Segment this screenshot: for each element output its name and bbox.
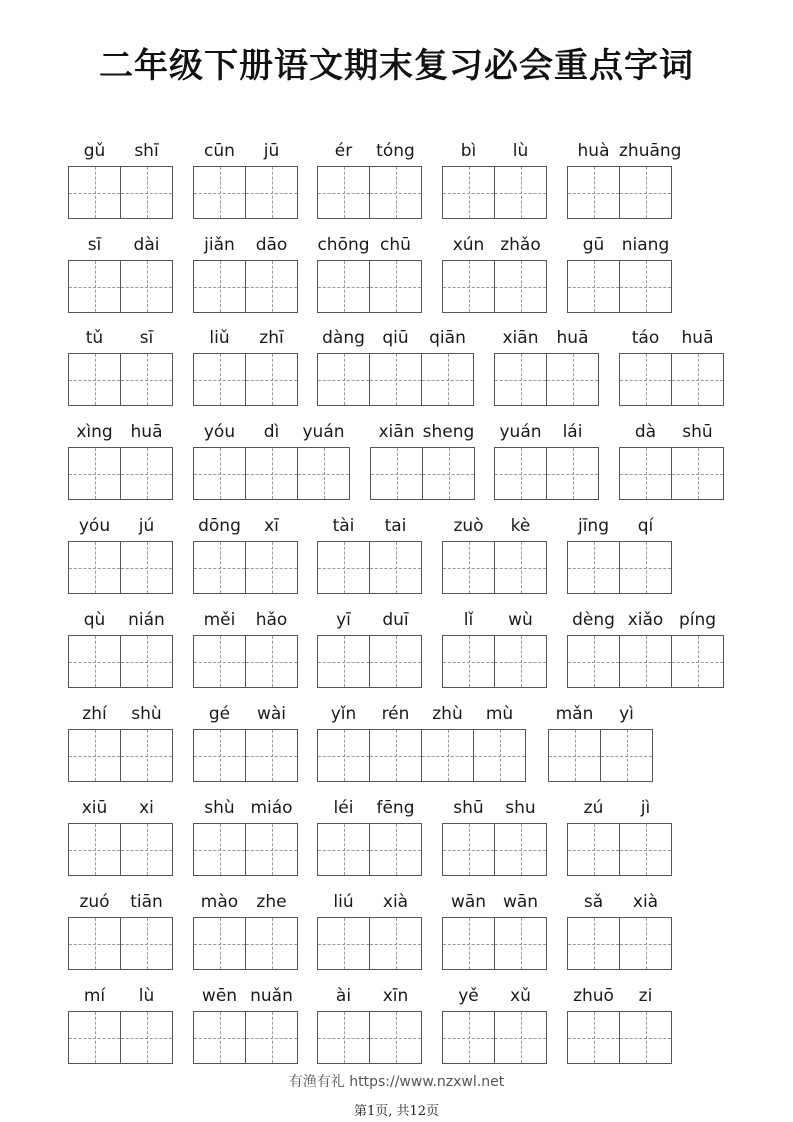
character-writing-box: [121, 447, 173, 500]
vocab-word: [317, 140, 422, 220]
pinyin-label: zhī: [259, 328, 284, 348]
vocab-word: [68, 797, 173, 877]
character-writing-box: [121, 541, 173, 594]
pinyin-label: huà: [577, 141, 610, 161]
character-writing-box: [121, 1011, 173, 1064]
character-writing-box: [567, 260, 620, 313]
vocab-word: [317, 703, 526, 783]
character-writing-box: [442, 1011, 495, 1064]
pinyin-label: liǔ: [209, 328, 230, 348]
character-writing-box: [193, 823, 246, 876]
word-row: [0, 421, 793, 501]
character-writing-box: [442, 917, 495, 970]
character-writing-box: [370, 541, 422, 594]
word-row: [0, 797, 793, 877]
word-row: [0, 891, 793, 971]
vocab-word: [68, 327, 173, 407]
character-writing-box: [442, 166, 495, 219]
word-row: [0, 515, 793, 595]
character-writing-box: [619, 447, 672, 500]
character-writing-box: [193, 635, 246, 688]
pinyin-label: shu: [505, 798, 536, 818]
pinyin-label: jīng: [577, 516, 609, 536]
vocab-word: [619, 327, 724, 407]
pinyin-label: tai: [384, 516, 407, 536]
pinyin-label: píng: [678, 610, 717, 630]
vocab-word: [317, 797, 422, 877]
character-writing-box: [495, 166, 547, 219]
vocab-word: [193, 140, 298, 220]
pinyin-label: jiǎn: [204, 235, 235, 255]
character-writing-box: [68, 353, 121, 406]
character-writing-box: [193, 729, 246, 782]
vocab-word: [567, 985, 672, 1065]
pinyin-label: shù: [204, 798, 235, 818]
word-row: [0, 140, 793, 220]
pinyin-label: dì: [263, 422, 280, 442]
pinyin-label: duī: [382, 610, 409, 630]
character-writing-box: [620, 823, 672, 876]
pinyin-label: lù: [138, 986, 155, 1006]
pinyin-label: wù: [508, 610, 533, 630]
character-writing-box: [442, 635, 495, 688]
character-writing-box: [68, 260, 121, 313]
vocab-word: [567, 140, 682, 220]
page-number: 第1页, 共12页: [353, 1104, 440, 1119]
character-writing-box: [495, 635, 547, 688]
pinyin-label: gū: [582, 235, 605, 255]
character-writing-box: [246, 541, 298, 594]
character-writing-box: [567, 917, 620, 970]
character-writing-box: [246, 447, 298, 500]
character-writing-box: [193, 917, 246, 970]
pinyin-label: lù: [512, 141, 529, 161]
vocab-word: [567, 609, 724, 689]
character-writing-box: [567, 635, 620, 688]
pinyin-label: wān: [450, 892, 487, 912]
pinyin-label: qiū: [382, 328, 409, 348]
pinyin-label: yī: [336, 610, 351, 630]
vocab-word: [567, 515, 672, 595]
pinyin-label: léi: [333, 798, 354, 818]
character-writing-box: [442, 260, 495, 313]
character-writing-box: [620, 917, 672, 970]
character-writing-box: [370, 260, 422, 313]
pinyin-label: xiān: [378, 422, 415, 442]
vocab-word: [567, 797, 672, 877]
pinyin-label: miáo: [250, 798, 293, 818]
vocab-word: [68, 140, 173, 220]
character-writing-box: [121, 823, 173, 876]
pinyin-label: hǎo: [255, 610, 288, 630]
character-writing-box: [495, 260, 547, 313]
character-writing-box: [567, 166, 620, 219]
pinyin-label: sī: [139, 328, 154, 348]
pinyin-label: yě: [458, 986, 479, 1006]
vocab-word: [68, 515, 173, 595]
pinyin-label: chōng: [317, 235, 370, 255]
character-writing-box: [494, 353, 547, 406]
vocab-word: [68, 234, 173, 314]
vocab-word: [317, 891, 422, 971]
pinyin-label: nián: [128, 610, 165, 630]
pinyin-label: jú: [138, 516, 155, 536]
pinyin-label: liú: [333, 892, 354, 912]
pinyin-label: shū: [682, 422, 713, 442]
pinyin-label: zhe: [256, 892, 287, 912]
character-writing-box: [547, 447, 599, 500]
word-row: [0, 703, 793, 783]
pinyin-label: sheng: [422, 422, 475, 442]
vocab-word: [442, 515, 547, 595]
character-writing-box: [620, 1011, 672, 1064]
word-row: [0, 327, 793, 407]
pinyin-label: yóu: [78, 516, 111, 536]
character-writing-box: [317, 166, 370, 219]
pinyin-label: xi: [139, 798, 154, 818]
character-writing-box: [68, 635, 121, 688]
character-writing-box: [246, 1011, 298, 1064]
character-writing-box: [370, 823, 422, 876]
pinyin-label: mù: [485, 704, 514, 724]
vocab-word: [548, 703, 653, 783]
vocab-word: [68, 421, 173, 501]
character-writing-box: [672, 353, 724, 406]
pinyin-label: gé: [208, 704, 231, 724]
pinyin-label: ài: [335, 986, 352, 1006]
character-writing-box: [317, 353, 370, 406]
character-writing-box: [370, 353, 422, 406]
pinyin-label: yóu: [203, 422, 236, 442]
vocab-word: [68, 703, 173, 783]
character-writing-box: [495, 917, 547, 970]
pinyin-label: qù: [83, 610, 106, 630]
character-writing-box: [68, 1011, 121, 1064]
vocab-word: [494, 421, 599, 501]
pinyin-label: shī: [134, 141, 159, 161]
character-writing-box: [121, 260, 173, 313]
pinyin-label: zhuō: [573, 986, 614, 1006]
character-writing-box: [246, 635, 298, 688]
character-writing-box: [495, 823, 547, 876]
vocab-word: [442, 985, 547, 1065]
character-writing-box: [193, 353, 246, 406]
pinyin-label: shù: [131, 704, 162, 724]
vocab-word: [494, 327, 599, 407]
pinyin-label: nuǎn: [250, 986, 293, 1006]
pinyin-label: ér: [334, 141, 353, 161]
pinyin-label: sǎ: [583, 892, 604, 912]
character-writing-box: [68, 729, 121, 782]
pinyin-label: niang: [621, 235, 670, 255]
vocab-word: [317, 234, 422, 314]
vocab-word: [442, 609, 547, 689]
pinyin-label: wài: [256, 704, 287, 724]
pinyin-label: huā: [130, 422, 163, 442]
vocab-word: [193, 327, 298, 407]
pinyin-label: xià: [632, 892, 659, 912]
character-writing-box: [317, 541, 370, 594]
pinyin-label: kè: [510, 516, 531, 536]
character-writing-box: [567, 1011, 620, 1064]
character-writing-box: [68, 917, 121, 970]
pinyin-label: zhuāng: [619, 141, 682, 161]
character-writing-box: [620, 260, 672, 313]
pinyin-label: mǎn: [555, 704, 594, 724]
character-writing-box: [317, 635, 370, 688]
pinyin-label: zhù: [432, 704, 463, 724]
pinyin-label: wēn: [201, 986, 238, 1006]
character-writing-box: [298, 447, 350, 500]
vocab-word: [370, 421, 475, 501]
vocab-word: [68, 891, 173, 971]
character-writing-box: [246, 729, 298, 782]
pinyin-label: xīn: [382, 986, 409, 1006]
pinyin-label: huā: [681, 328, 714, 348]
pinyin-label: huā: [556, 328, 589, 348]
pinyin-label: yuán: [302, 422, 345, 442]
pinyin-label: zú: [583, 798, 604, 818]
pinyin-label: xìng: [76, 422, 113, 442]
vocab-word: [619, 421, 724, 501]
pinyin-label: tóng: [376, 141, 415, 161]
character-writing-box: [193, 166, 246, 219]
character-writing-box: [495, 541, 547, 594]
pinyin-label: jū: [263, 141, 280, 161]
vocab-word: [68, 609, 173, 689]
character-writing-box: [246, 917, 298, 970]
character-writing-box: [370, 635, 422, 688]
pinyin-label: chū: [380, 235, 411, 255]
vocab-word: [442, 797, 547, 877]
page-title: 二年级下册语文期末复习必会重点字词: [99, 46, 694, 86]
character-writing-box: [370, 1011, 422, 1064]
pinyin-label: zuò: [453, 516, 484, 536]
word-row: [0, 609, 793, 689]
vocab-word: [193, 985, 298, 1065]
character-writing-box: [370, 166, 422, 219]
character-writing-box: [370, 917, 422, 970]
character-writing-box: [567, 541, 620, 594]
character-writing-box: [317, 729, 370, 782]
pinyin-label: mí: [83, 986, 106, 1006]
character-writing-box: [193, 1011, 246, 1064]
pinyin-label: dōng: [198, 516, 241, 536]
character-writing-box: [370, 447, 423, 500]
watermark-text: 有渔有礼 https://www.nzxwl.net: [288, 1074, 505, 1090]
character-writing-box: [423, 447, 475, 500]
vocab-word: [193, 234, 298, 314]
vocab-word: [567, 891, 672, 971]
pinyin-label: qí: [637, 516, 654, 536]
word-row: [0, 985, 793, 1065]
vocab-word: [317, 985, 422, 1065]
pinyin-label: zi: [638, 986, 653, 1006]
vocab-word: [193, 609, 298, 689]
character-writing-box: [68, 541, 121, 594]
character-writing-box: [619, 353, 672, 406]
character-writing-box: [68, 166, 121, 219]
character-writing-box: [442, 823, 495, 876]
character-writing-box: [494, 447, 547, 500]
pinyin-label: xiān: [502, 328, 539, 348]
character-writing-box: [317, 260, 370, 313]
pinyin-label: fēng: [376, 798, 415, 818]
character-writing-box: [548, 729, 601, 782]
word-row: [0, 234, 793, 314]
character-writing-box: [121, 166, 173, 219]
pinyin-label: dà: [634, 422, 657, 442]
character-writing-box: [474, 729, 526, 782]
character-writing-box: [121, 353, 173, 406]
vocab-word: [317, 609, 422, 689]
character-writing-box: [547, 353, 599, 406]
pinyin-label: dāo: [255, 235, 288, 255]
vocab-word: [567, 234, 672, 314]
vocab-word: [68, 985, 173, 1065]
character-writing-box: [672, 447, 724, 500]
character-writing-box: [246, 353, 298, 406]
pinyin-label: mào: [200, 892, 239, 912]
vocab-word: [442, 140, 547, 220]
pinyin-label: dèng: [572, 610, 615, 630]
character-writing-box: [620, 541, 672, 594]
character-writing-box: [193, 447, 246, 500]
pinyin-label: lǐ: [463, 610, 474, 630]
character-writing-box: [620, 166, 672, 219]
pinyin-label: měi: [203, 610, 236, 630]
character-writing-box: [317, 1011, 370, 1064]
vocab-word: [193, 703, 298, 783]
character-writing-box: [121, 635, 173, 688]
pinyin-label: cūn: [204, 141, 235, 161]
pinyin-label: dàng: [322, 328, 365, 348]
pinyin-label: xiū: [81, 798, 108, 818]
vocab-word: [317, 327, 474, 407]
pinyin-label: bì: [460, 141, 477, 161]
pinyin-label: yuán: [499, 422, 542, 442]
pinyin-label: zuó: [79, 892, 110, 912]
pinyin-label: shū: [453, 798, 484, 818]
pinyin-label: zhǎo: [500, 235, 541, 255]
pinyin-label: xī: [264, 516, 279, 536]
pinyin-label: sī: [87, 235, 102, 255]
vocab-word: [193, 797, 298, 877]
pinyin-label: xiǎo: [627, 610, 664, 630]
pinyin-label: yì: [619, 704, 634, 724]
pinyin-label: xún: [452, 235, 485, 255]
vocab-word: [317, 515, 422, 595]
vocab-word: [193, 891, 298, 971]
character-writing-box: [601, 729, 653, 782]
pinyin-label: tǔ: [85, 328, 104, 348]
pinyin-label: dài: [133, 235, 160, 255]
character-writing-box: [567, 823, 620, 876]
character-writing-box: [317, 917, 370, 970]
pinyin-label: gǔ: [83, 141, 106, 161]
character-writing-box: [246, 166, 298, 219]
vocab-word: [442, 891, 547, 971]
character-writing-box: [193, 541, 246, 594]
character-writing-box: [370, 729, 422, 782]
character-writing-box: [246, 260, 298, 313]
character-writing-box: [422, 353, 474, 406]
character-writing-box: [672, 635, 724, 688]
character-writing-box: [121, 917, 173, 970]
pinyin-label: tài: [332, 516, 355, 536]
pinyin-label: táo: [631, 328, 660, 348]
pinyin-label: lái: [562, 422, 583, 442]
character-writing-box: [495, 1011, 547, 1064]
pinyin-label: jì: [640, 798, 651, 818]
pinyin-label: rén: [381, 704, 410, 724]
pinyin-label: xià: [382, 892, 409, 912]
character-writing-box: [121, 729, 173, 782]
pinyin-label: qiān: [429, 328, 466, 348]
pinyin-label: wān: [502, 892, 539, 912]
pinyin-label: tiān: [130, 892, 163, 912]
character-writing-box: [422, 729, 474, 782]
vocab-word: [193, 421, 350, 501]
character-writing-box: [193, 260, 246, 313]
character-writing-box: [442, 541, 495, 594]
pinyin-label: yǐn: [330, 704, 357, 724]
character-writing-box: [620, 635, 672, 688]
vocab-word: [442, 234, 547, 314]
pinyin-label: xǔ: [510, 986, 531, 1006]
character-writing-box: [317, 823, 370, 876]
character-writing-box: [246, 823, 298, 876]
pinyin-label: zhí: [82, 704, 107, 724]
character-writing-box: [68, 447, 121, 500]
character-writing-box: [68, 823, 121, 876]
vocab-word: [193, 515, 298, 595]
